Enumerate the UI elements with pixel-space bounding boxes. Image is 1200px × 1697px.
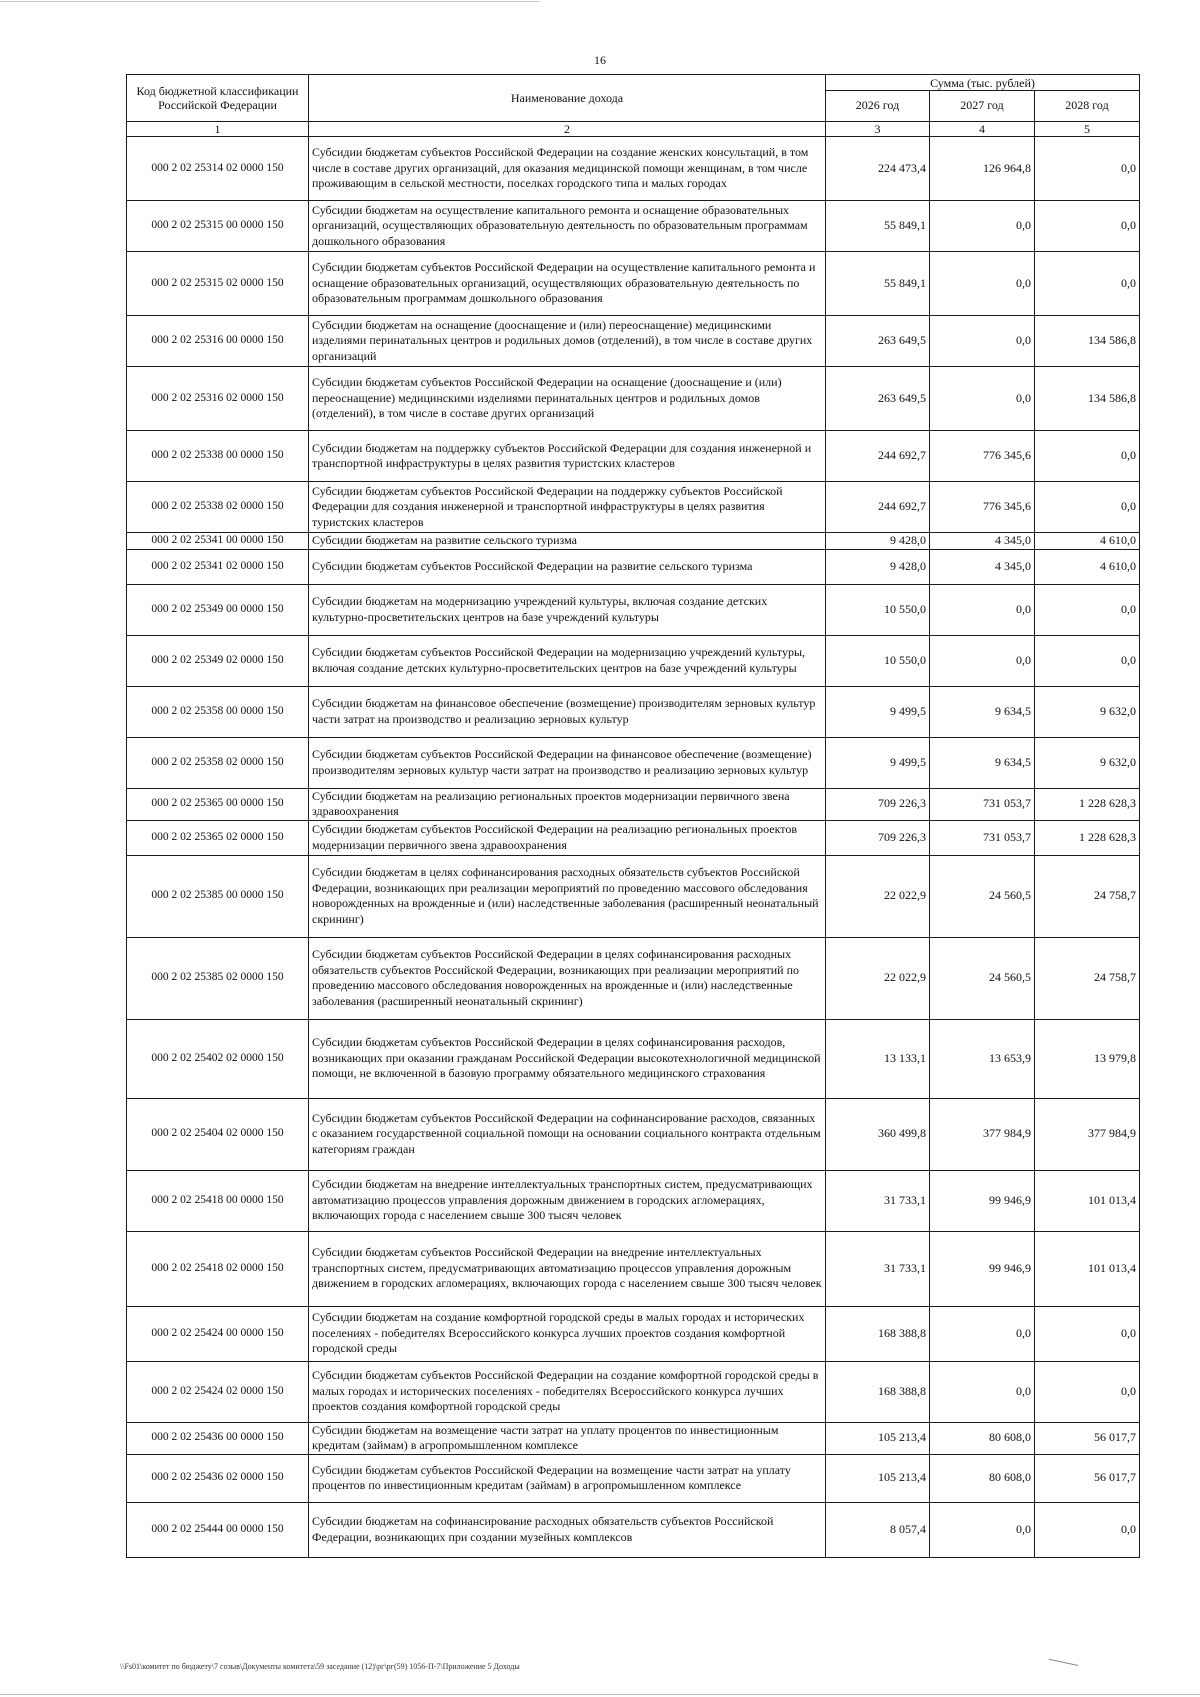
row-code: 000 2 02 25316 00 0000 150: [127, 316, 309, 367]
row-name: Субсидии бюджетам субъектов Российской Федерации на реализацию региональных проектов модернизации первичного звена здравоохранения: [309, 820, 826, 855]
row-code: 000 2 02 25444 00 0000 150: [127, 1502, 309, 1557]
header-year-2026: 2026 год: [826, 91, 930, 122]
row-value-2026: 709 226,3: [826, 788, 930, 820]
row-value-2026: 9 428,0: [826, 533, 930, 550]
row-value-2027: 0,0: [930, 316, 1035, 367]
row-value-2026: 10 550,0: [826, 584, 930, 635]
table-row: [127, 937, 1140, 1019]
table-row: [127, 737, 1140, 788]
row-code: 000 2 02 25436 00 0000 150: [127, 1422, 309, 1454]
row-name: Субсидии бюджетам субъектов Российской Федерации на создание комфортной городской среды в малых городах и исторических поселениях - победителях Всероссийского конкурса лучших проектов создания комфортной городской среды: [309, 1361, 826, 1422]
table-row: [127, 137, 1140, 201]
row-value-2028: 0,0: [1035, 482, 1140, 533]
row-code: 000 2 02 25315 02 0000 150: [127, 252, 309, 316]
row-value-2026: 168 388,8: [826, 1361, 930, 1422]
row-value-2027: 0,0: [930, 1502, 1035, 1557]
table-row: [127, 201, 1140, 252]
table-row: [127, 1231, 1140, 1306]
row-value-2026: 31 733,1: [826, 1170, 930, 1231]
row-value-2027: 0,0: [930, 367, 1035, 431]
row-code: 000 2 02 25314 02 0000 150: [127, 137, 309, 201]
scan-artifact-top: [0, 1, 540, 2]
row-name: Субсидии бюджетам субъектов Российской Федерации на финансовое обеспечение (возмещение) производителям зерновых культур части затрат на производство и реализацию зерновых культур: [309, 737, 826, 788]
row-value-2026: 13 133,1: [826, 1019, 930, 1098]
row-name: Субсидии бюджетам субъектов Российской Федерации на развитие сельского туризма: [309, 549, 826, 584]
row-value-2028: 9 632,0: [1035, 737, 1140, 788]
row-value-2026: 22 022,9: [826, 855, 930, 937]
row-code: 000 2 02 25358 02 0000 150: [127, 737, 309, 788]
row-name: Субсидии бюджетам субъектов Российской Федерации на модернизацию учреждений культуры, включая создание детских культурно-просветительских центров на базе учреждений культуры: [309, 635, 826, 686]
row-value-2028: 101 013,4: [1035, 1170, 1140, 1231]
revenue-table: [126, 74, 1140, 1558]
col-number-3: 3: [826, 122, 930, 137]
row-name: Субсидии бюджетам на внедрение интеллектуальных транспортных систем, предусматривающих автоматизацию процессов управления дорожным движением в городских агломерациях, включающих города с населением свыше 300 тысяч человек: [309, 1170, 826, 1231]
row-value-2026: 168 388,8: [826, 1306, 930, 1361]
row-code: 000 2 02 25341 02 0000 150: [127, 549, 309, 584]
row-name: Субсидии бюджетам на осуществление капитального ремонта и оснащение образовательных организаций, осуществляющих образовательную деятельность по образовательным программам дошкольного образования: [309, 201, 826, 252]
col-number-1: 1: [127, 122, 309, 137]
table-row: [127, 1170, 1140, 1231]
row-name: Субсидии бюджетам на поддержку субъектов Российской Федерации для создания инженерной и транспортной инфраструктуры в целях развития туристских кластеров: [309, 431, 826, 482]
header-year-2027: 2027 год: [930, 91, 1035, 122]
row-value-2027: 776 345,6: [930, 482, 1035, 533]
row-value-2028: 4 610,0: [1035, 533, 1140, 550]
table-row: [127, 482, 1140, 533]
row-name: Субсидии бюджетам на софинансирование расходных обязательств субъектов Российской Федерации, возникающих при создании музейных комплексов: [309, 1502, 826, 1557]
row-value-2026: 9 499,5: [826, 686, 930, 737]
row-code: 000 2 02 25424 00 0000 150: [127, 1306, 309, 1361]
table-row: [127, 1019, 1140, 1098]
row-value-2026: 244 692,7: [826, 431, 930, 482]
footer-file-path: \\Fs01\комитет по бюджету\7 созыв\Документы комитета\59 заседание (12)\рг\рг(59) 1056-П-7\Приложение 5 Доходы: [120, 1662, 520, 1671]
row-name: Субсидии бюджетам на реализацию региональных проектов модернизации первичного звена здравоохранения: [309, 788, 826, 820]
row-value-2027: 24 560,5: [930, 855, 1035, 937]
row-value-2026: 9 428,0: [826, 549, 930, 584]
row-code: 000 2 02 25341 00 0000 150: [127, 533, 309, 550]
row-value-2028: 24 758,7: [1035, 937, 1140, 1019]
table-row: [127, 820, 1140, 855]
row-code: 000 2 02 25349 00 0000 150: [127, 584, 309, 635]
row-value-2027: 99 946,9: [930, 1231, 1035, 1306]
row-value-2026: 709 226,3: [826, 820, 930, 855]
row-code: 000 2 02 25404 02 0000 150: [127, 1098, 309, 1170]
row-value-2028: 0,0: [1035, 201, 1140, 252]
table-row: [127, 1422, 1140, 1454]
row-value-2028: 134 586,8: [1035, 316, 1140, 367]
row-code: 000 2 02 25315 00 0000 150: [127, 201, 309, 252]
row-value-2027: 9 634,5: [930, 737, 1035, 788]
row-value-2028: 134 586,8: [1035, 367, 1140, 431]
row-value-2028: 377 984,9: [1035, 1098, 1140, 1170]
row-value-2027: 99 946,9: [930, 1170, 1035, 1231]
row-code: 000 2 02 25418 00 0000 150: [127, 1170, 309, 1231]
table-row: [127, 855, 1140, 937]
row-value-2026: 224 473,4: [826, 137, 930, 201]
header-code: Код бюджетной классификации Российской Федерации: [127, 75, 309, 122]
table-row: [127, 686, 1140, 737]
header-sum: Сумма (тыс. рублей): [826, 75, 1140, 91]
row-value-2027: 126 964,8: [930, 137, 1035, 201]
table-row: [127, 316, 1140, 367]
col-number-5: 5: [1035, 122, 1140, 137]
table-row: [127, 1502, 1140, 1557]
table-row: [127, 788, 1140, 820]
row-value-2027: 0,0: [930, 1361, 1035, 1422]
row-code: 000 2 02 25436 02 0000 150: [127, 1454, 309, 1502]
row-value-2028: 0,0: [1035, 1361, 1140, 1422]
row-value-2027: 80 608,0: [930, 1422, 1035, 1454]
row-value-2026: 31 733,1: [826, 1231, 930, 1306]
table-row: [127, 584, 1140, 635]
row-value-2026: 105 213,4: [826, 1454, 930, 1502]
row-name: Субсидии бюджетам субъектов Российской Федерации на внедрение интеллектуальных транспортных систем, предусматривающих автоматизацию процессов управления дорожным движением в городских агломерациях, включающих города с населением свыше 300 тысяч человек: [309, 1231, 826, 1306]
row-value-2026: 55 849,1: [826, 252, 930, 316]
row-name: Субсидии бюджетам на модернизацию учреждений культуры, включая создание детских культурно-просветительских центров на базе учреждений культуры: [309, 584, 826, 635]
row-value-2028: 24 758,7: [1035, 855, 1140, 937]
row-code: 000 2 02 25316 02 0000 150: [127, 367, 309, 431]
row-value-2027: 731 053,7: [930, 820, 1035, 855]
row-value-2028: 0,0: [1035, 137, 1140, 201]
row-value-2028: 9 632,0: [1035, 686, 1140, 737]
row-name: Субсидии бюджетам на финансовое обеспечение (возмещение) производителям зерновых культур части затрат на производство и реализацию зерновых культур: [309, 686, 826, 737]
row-value-2028: 56 017,7: [1035, 1454, 1140, 1502]
table-row: [127, 431, 1140, 482]
row-value-2027: 0,0: [930, 635, 1035, 686]
table-row: [127, 533, 1140, 550]
row-value-2026: 55 849,1: [826, 201, 930, 252]
row-name: Субсидии бюджетам на создание комфортной городской среды в малых городах и исторических поселениях - победителях Всероссийского конкурса лучших проектов создания комфортной городской среды: [309, 1306, 826, 1361]
row-value-2027: 377 984,9: [930, 1098, 1035, 1170]
row-value-2027: 9 634,5: [930, 686, 1035, 737]
row-value-2028: 1 228 628,3: [1035, 788, 1140, 820]
row-value-2027: 776 345,6: [930, 431, 1035, 482]
row-code: 000 2 02 25385 02 0000 150: [127, 937, 309, 1019]
row-value-2026: 22 022,9: [826, 937, 930, 1019]
table-row: [127, 252, 1140, 316]
row-code: 000 2 02 25365 02 0000 150: [127, 820, 309, 855]
row-value-2026: 10 550,0: [826, 635, 930, 686]
row-value-2027: 0,0: [930, 1306, 1035, 1361]
row-name: Субсидии бюджетам субъектов Российской Федерации на поддержку субъектов Российской Федерации для создания инженерной и транспортной инфраструктуры в целях развития туристских кластеров: [309, 482, 826, 533]
table-row: [127, 635, 1140, 686]
row-value-2027: 4 345,0: [930, 533, 1035, 550]
row-name: Субсидии бюджетам субъектов Российской Федерации на софинансирование расходов, связанных с оказанием государственной социальной помощи на основании социального контракта отдельным категориям граждан: [309, 1098, 826, 1170]
row-code: 000 2 02 25385 00 0000 150: [127, 855, 309, 937]
row-value-2028: 0,0: [1035, 431, 1140, 482]
row-value-2028: 4 610,0: [1035, 549, 1140, 584]
row-value-2027: 0,0: [930, 252, 1035, 316]
row-value-2028: 0,0: [1035, 635, 1140, 686]
row-name: Субсидии бюджетам субъектов Российской Федерации на осуществление капитального ремонта и оснащение образовательных организаций, осуществляющих образовательную деятельность по образовательным программам дошкольного образования: [309, 252, 826, 316]
row-code: 000 2 02 25338 02 0000 150: [127, 482, 309, 533]
row-name: Субсидии бюджетам субъектов Российской Федерации на создание женских консультаций, в том числе в составе других организаций, для оказания медицинской помощи женщинам, в том числе проживающим в сельской местности, поселках городского типа и малых городах: [309, 137, 826, 201]
row-value-2028: 0,0: [1035, 1502, 1140, 1557]
row-code: 000 2 02 25349 02 0000 150: [127, 635, 309, 686]
table-row: [127, 1361, 1140, 1422]
row-name: Субсидии бюджетам субъектов Российской Федерации в целях софинансирования расходных обязательств субъектов Российской Федерации, возникающих при реализации мероприятий по проведению массового обследования новорожденных на врожденные и (или) наследственные заболевания (расширенный неонатальный скрининг): [309, 937, 826, 1019]
row-value-2026: 8 057,4: [826, 1502, 930, 1557]
row-name: Субсидии бюджетам на возмещение части затрат на уплату процентов по инвестиционным кредитам (займам) в агропромышленном комплексе: [309, 1422, 826, 1454]
row-value-2026: 360 499,8: [826, 1098, 930, 1170]
row-value-2027: 0,0: [930, 584, 1035, 635]
row-value-2026: 105 213,4: [826, 1422, 930, 1454]
table-row: [127, 1098, 1140, 1170]
row-value-2028: 0,0: [1035, 584, 1140, 635]
row-code: 000 2 02 25358 00 0000 150: [127, 686, 309, 737]
row-code: 000 2 02 25424 02 0000 150: [127, 1361, 309, 1422]
row-value-2028: 0,0: [1035, 1306, 1140, 1361]
row-code: 000 2 02 25338 00 0000 150: [127, 431, 309, 482]
row-name: Субсидии бюджетам на развитие сельского туризма: [309, 533, 826, 550]
row-value-2027: 0,0: [930, 201, 1035, 252]
row-value-2026: 263 649,5: [826, 367, 930, 431]
scan-artifact-bottom: [0, 1694, 1200, 1695]
table-row: [127, 1454, 1140, 1502]
table-row: [127, 549, 1140, 584]
row-name: Субсидии бюджетам субъектов Российской Федерации на возмещение части затрат на уплату процентов по инвестиционным кредитам (займам) в агропромышленном комплексе: [309, 1454, 826, 1502]
corner-mark: [1049, 1645, 1081, 1666]
page-number: 16: [594, 53, 606, 67]
row-name: Субсидии бюджетам субъектов Российской Федерации на оснащение (дооснащение и (или) переоснащение) медицинскими изделиями перинатальных центров и родильных домов (отделений), в том числе в составе других организаций: [309, 367, 826, 431]
row-code: 000 2 02 25418 02 0000 150: [127, 1231, 309, 1306]
row-value-2027: 4 345,0: [930, 549, 1035, 584]
row-value-2026: 9 499,5: [826, 737, 930, 788]
header-year-2028: 2028 год: [1035, 91, 1140, 122]
row-value-2027: 13 653,9: [930, 1019, 1035, 1098]
col-number-2: 2: [309, 122, 826, 137]
row-value-2027: 24 560,5: [930, 937, 1035, 1019]
row-code: 000 2 02 25365 00 0000 150: [127, 788, 309, 820]
row-value-2028: 0,0: [1035, 252, 1140, 316]
row-value-2028: 56 017,7: [1035, 1422, 1140, 1454]
table-body: [127, 137, 1140, 1558]
table-row: [127, 1306, 1140, 1361]
row-value-2027: 731 053,7: [930, 788, 1035, 820]
row-value-2027: 80 608,0: [930, 1454, 1035, 1502]
row-value-2028: 1 228 628,3: [1035, 820, 1140, 855]
row-code: 000 2 02 25402 02 0000 150: [127, 1019, 309, 1098]
table-row: [127, 367, 1140, 431]
header-name: Наименование дохода: [309, 75, 826, 122]
row-name: Субсидии бюджетам в целях софинансирования расходных обязательств субъектов Российской Федерации, возникающих при реализации мероприятий по проведению массового обследования новорожденных на врожденные и (или) наследственные заболевания (расширенный неонатальный скрининг): [309, 855, 826, 937]
row-name: Субсидии бюджетам на оснащение (дооснащение и (или) переоснащение) медицинскими изделиями перинатальных центров и родильных домов (отделений), в том числе в составе других организаций: [309, 316, 826, 367]
row-value-2026: 244 692,7: [826, 482, 930, 533]
row-value-2028: 13 979,8: [1035, 1019, 1140, 1098]
row-value-2026: 263 649,5: [826, 316, 930, 367]
row-value-2028: 101 013,4: [1035, 1231, 1140, 1306]
col-number-4: 4: [930, 122, 1035, 137]
row-name: Субсидии бюджетам субъектов Российской Федерации в целях софинансирования расходов, возникающих при оказании гражданам Российской Федерации высокотехнологичной медицинской помощи, не включенной в базовую программу обязательного медицинского страхования: [309, 1019, 826, 1098]
